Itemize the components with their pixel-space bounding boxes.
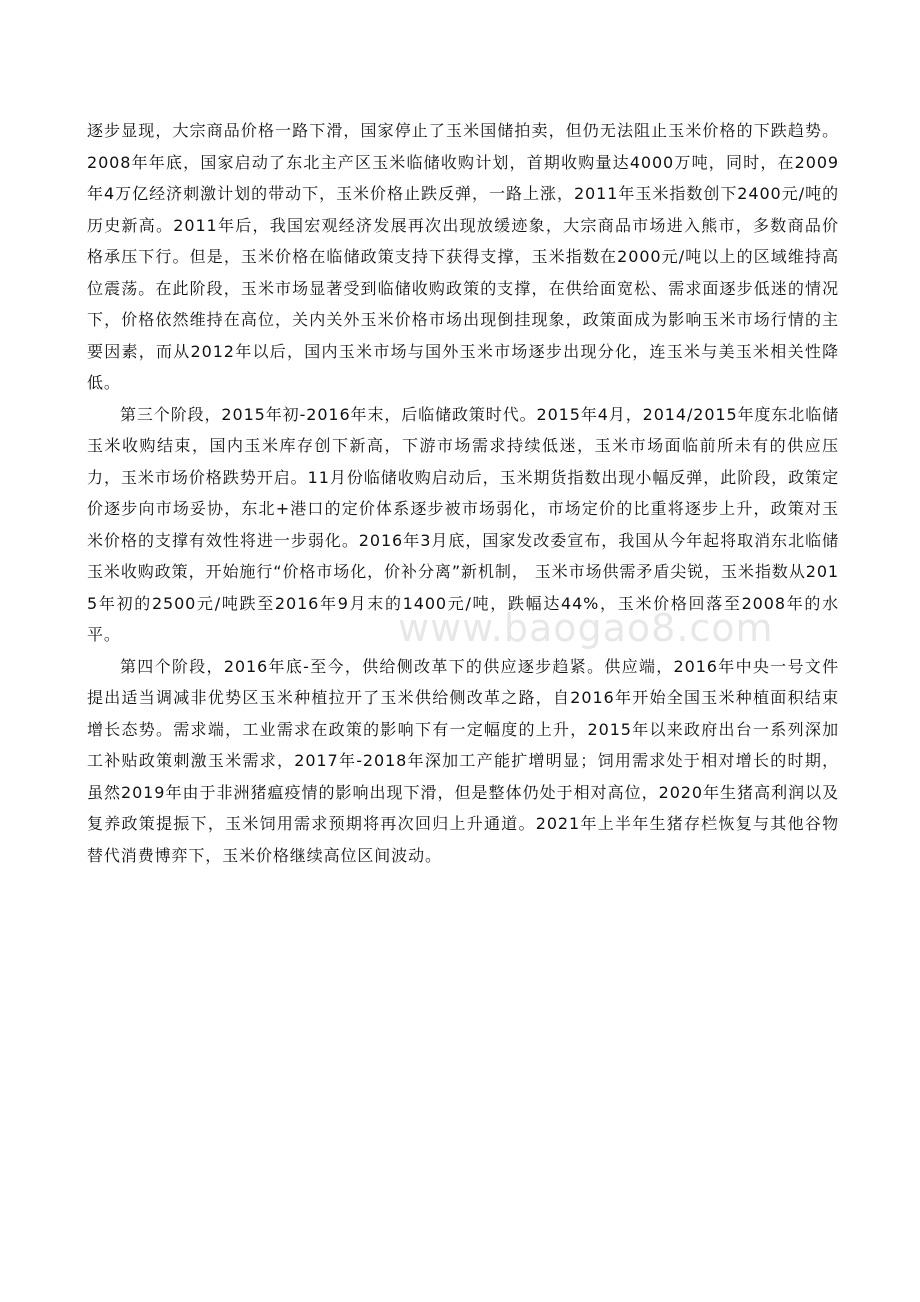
paragraph-continued: 逐步显现，大宗商品价格一路下滑，国家停止了玉米国储拍卖，但仍无法阻止玉米价格的下跌趋势。2008年年底，国家启动了东北主产区玉米临储收购计划，首期收购量达4000万吨，同时，在2009年4万亿经济刺激计划的带动下，玉米价格止跌反弹，一路上涨，2011年玉米指数创下2400元/吨的历史新高。2011年后，我国宏观经济发展再次出现放缓迹象，大宗商品市场进入熊市，多数商品价格承压下行。但是，玉米价格在临储政策支持下获得支撑，玉米指数在2000元/吨以上的区域维持高位震荡。在此阶段，玉米市场显著受到临储收购政策的支撑，在供给面宽松、需求面逐步低迷的情况下，价格依然维持在高位，关内关外玉米价格市场出现倒挂现象，政策面成为影响玉米市场行情的主要因素，而从2012年以后，国内玉米市场与国外玉米市场逐步出现分化，连玉米与美玉米相关性降低。 [87,121,839,392]
document-page [87,115,839,871]
watermark-text: www.baogao8.com [398,606,774,650]
paragraph-stage-three: 第三个阶段，2015年初-2016年末，后临储政策时代。2015年4月，2014/2015年度东北临储玉米收购结束，国内玉米库存创下新高，下游市场需求持续低迷，玉米市场面临前所未有的供应压力，玉米市场价格跌势开启。11月份临储收购启动后，玉米期货指数出现小幅反弹，此阶段，政策定价逐步向市场妥协，东北+港口的定价体系逐步被市场弱化，市场定价的比重将逐步上升，政策对玉米价格的支撑有效性将进一步弱化。2016年3月底，国家发改委宣布，我国从今年起将取消东北临储玉米收购政策，开始施行“价格市场化，价补分离”新机制， 玉米市场供需矛盾尖锐，玉米指数从2015年初的2500元/吨跌至2016年9月末的1400元/吨，跌幅达44%，玉米价格回落至2008年的水平。 [87,404,839,644]
paragraph-stage-four: 第四个阶段，2016年底-至今，供给侧改革下的供应逐步趋紧。供应端，2016年中央一号文件提出适当调减非优势区玉米种植拉开了玉米供给侧改革之路，自2016年开始全国玉米种植面积结束增长态势。需求端，工业需求在政策的影响下有一定幅度的上升，2015年以来政府出台一系列深加工补贴政策刺激玉米需求，2017年-2018年深加工产能扩增明显；饲用需求处于相对增长的时期，虽然2019年由于非洲猪瘟疫情的影响出现下滑，但是整体仍处于相对高位，2020年生猪高利润以及复养政策提振下，玉米饲用需求预期将再次回归上升通道。2021年上半年生猪存栏恢复与其他谷物替代消费博弈下，玉米价格继续高位区间波动。 [87,656,839,865]
